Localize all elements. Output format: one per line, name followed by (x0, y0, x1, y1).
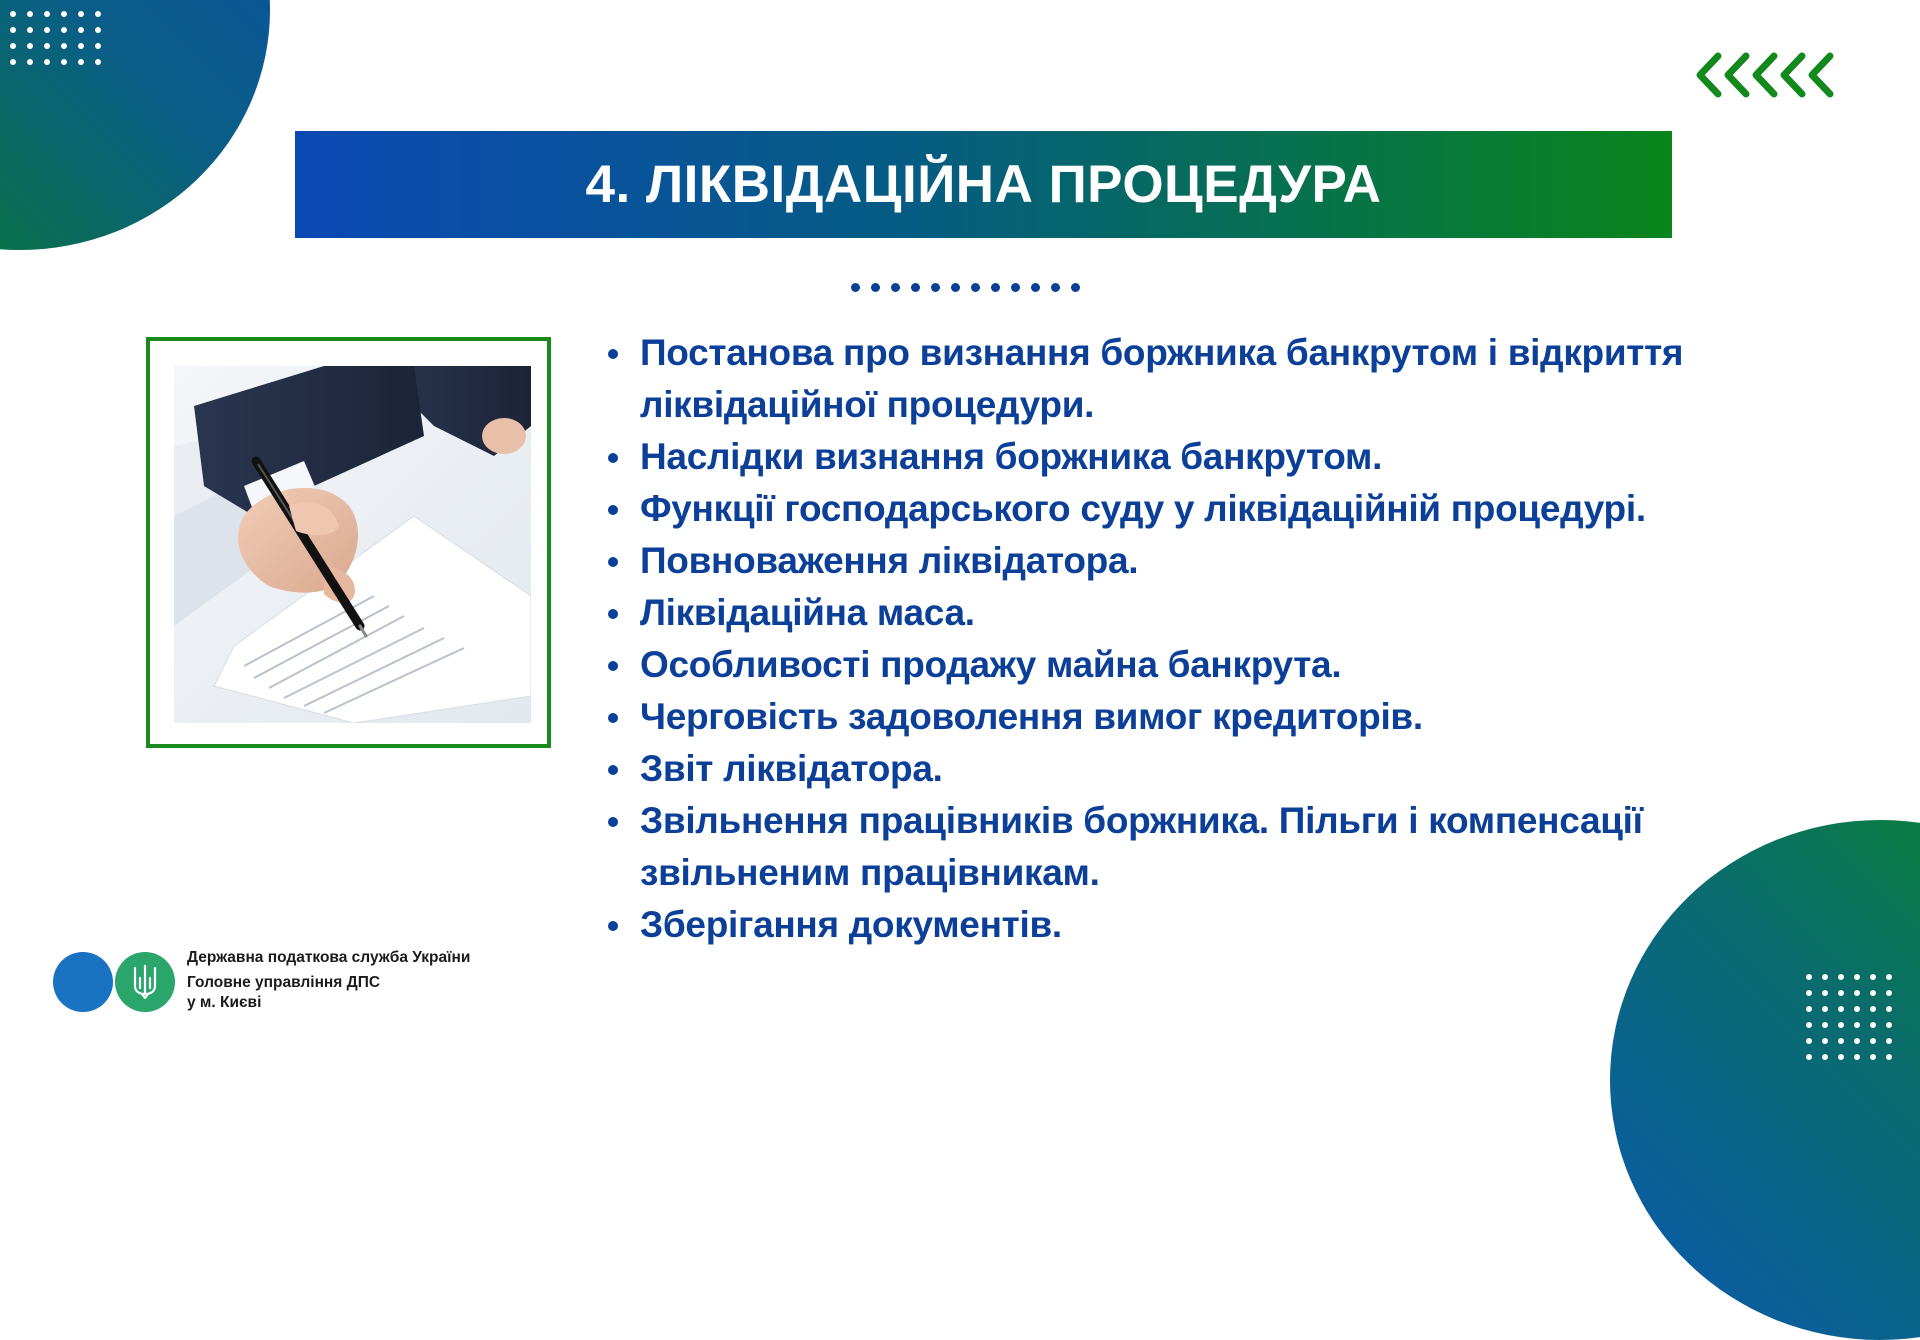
dot-grid-top-left (10, 11, 112, 75)
decor-dot (851, 283, 860, 292)
decor-dot (1822, 1054, 1828, 1060)
decor-dot (971, 283, 980, 292)
decor-dot (95, 43, 101, 49)
decor-dot (1886, 990, 1892, 996)
decor-dot (1071, 283, 1080, 292)
decor-dot (931, 283, 940, 292)
decor-dot (27, 43, 33, 49)
decor-dot (78, 43, 84, 49)
decor-dot (44, 43, 50, 49)
decor-dot (1886, 974, 1892, 980)
list-item: Наслідки визнання боржника банкрутом. (605, 431, 1785, 483)
decor-dot (1806, 1022, 1812, 1028)
decor-dot (10, 43, 16, 49)
decor-dot (10, 59, 16, 65)
decor-dot (1838, 974, 1844, 980)
logo-circle-blue (53, 952, 113, 1012)
decor-dot (10, 11, 16, 17)
decor-dot (1806, 1006, 1812, 1012)
decor-dot (1854, 1006, 1860, 1012)
list-item: Повноваження ліквідатора. (605, 535, 1785, 587)
decor-dot (991, 283, 1000, 292)
org-line-3: у м. Києві (187, 994, 262, 1011)
chevrons-left-icon (1694, 50, 1854, 100)
decor-dot (95, 27, 101, 33)
decor-dot (1838, 1006, 1844, 1012)
decor-dot (27, 59, 33, 65)
decor-dot (1806, 974, 1812, 980)
dotted-separator (851, 283, 1080, 292)
decor-dot (1870, 990, 1876, 996)
decor-dot (1870, 974, 1876, 980)
decor-dot (1806, 990, 1812, 996)
decor-dot (78, 59, 84, 65)
decor-dot (1822, 1022, 1828, 1028)
decor-dot (44, 27, 50, 33)
decor-dot (1870, 1054, 1876, 1060)
decor-dot (1822, 990, 1828, 996)
decor-dot (61, 11, 67, 17)
topic-list (605, 327, 1785, 951)
decor-dot (951, 283, 960, 292)
decor-dot (1822, 1006, 1828, 1012)
decor-dot (1886, 1054, 1892, 1060)
decor-dot (891, 283, 900, 292)
decor-dot (1854, 1022, 1860, 1028)
trident-icon (132, 964, 158, 1000)
decor-dot (1822, 1038, 1828, 1044)
decor-dot (1854, 1038, 1860, 1044)
decor-dot (1854, 990, 1860, 996)
decor-dot (1886, 1038, 1892, 1044)
page-title: 4. ЛІКВІДАЦІЙНА ПРОЦЕДУРА (585, 155, 1382, 214)
decor-dot (61, 27, 67, 33)
decor-dot (1886, 1022, 1892, 1028)
decor-dot (44, 11, 50, 17)
hand-signing-document-photo (174, 366, 531, 723)
decor-dot (95, 59, 101, 65)
list-item: Функції господарського суду у ліквідаційній процедурі. (605, 483, 1785, 535)
decor-dot (1854, 974, 1860, 980)
list-item: Ліквідаційна маса. (605, 587, 1785, 639)
logo-circle-green (115, 952, 175, 1012)
list-item: Звіт ліквідатора. (605, 743, 1785, 795)
decor-dot (10, 27, 16, 33)
decor-dot (1870, 1022, 1876, 1028)
decor-dot (1051, 283, 1060, 292)
decor-dot (78, 11, 84, 17)
decor-dot (1806, 1054, 1812, 1060)
organization-name (187, 948, 470, 1013)
decor-dot (61, 43, 67, 49)
list-item: Черговість задоволення вимог кредиторів. (605, 691, 1785, 743)
org-line-1: Державна податкова служба України (187, 949, 471, 966)
decor-dot (95, 11, 101, 17)
decor-dot (1806, 1038, 1812, 1044)
photo-frame (146, 337, 551, 748)
decor-dot (871, 283, 880, 292)
decor-dot (1838, 1022, 1844, 1028)
decor-dot (1838, 990, 1844, 996)
org-line-2: Головне управління ДПС (187, 974, 381, 991)
title-banner (295, 131, 1672, 238)
decor-dot (1838, 1054, 1844, 1060)
decor-dot (1838, 1038, 1844, 1044)
decor-dot (1886, 1006, 1892, 1012)
decor-dot (1011, 283, 1020, 292)
decor-dot (1822, 974, 1828, 980)
decor-dot (1854, 1054, 1860, 1060)
list-item: Зберігання документів. (605, 899, 1785, 951)
decor-dot (1870, 1038, 1876, 1044)
decor-dot (27, 11, 33, 17)
decor-dot (911, 283, 920, 292)
decor-dot (61, 59, 67, 65)
decor-dot (27, 27, 33, 33)
list-item: Звільнення працівників боржника. Пільги і компенсації звільненим працівникам. (605, 795, 1785, 899)
list-item: Особливості продажу майна банкрута. (605, 639, 1785, 691)
decor-dot (1031, 283, 1040, 292)
decor-dot (1870, 1006, 1876, 1012)
decor-dot (78, 27, 84, 33)
list-item: Постанова про визнання боржника банкрутом і відкриття ліквідаційної процедури. (605, 327, 1785, 431)
decor-dot (44, 59, 50, 65)
dot-grid-bottom-right (1806, 974, 1902, 1070)
